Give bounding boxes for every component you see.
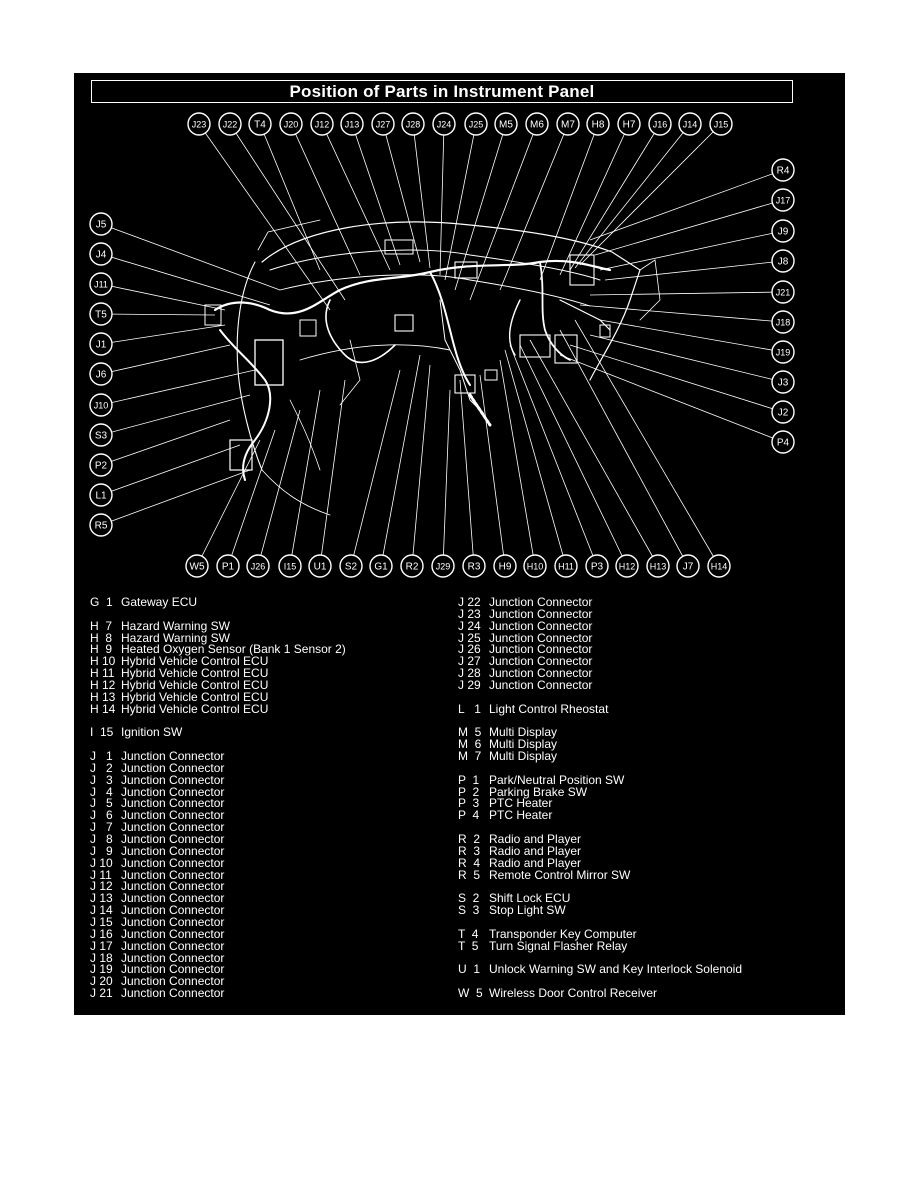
callout-j14 <box>679 113 701 135</box>
legend-name: Hybrid Vehicle Control ECU <box>121 689 269 704</box>
leader-line-l1 <box>101 445 240 495</box>
leader-line-j3 <box>590 335 783 382</box>
callout-text: R4 <box>776 165 790 177</box>
callout-j28 <box>402 113 424 135</box>
callout-text: J9 <box>777 226 789 238</box>
callout-h9 <box>494 555 516 577</box>
legend-code: J 28 <box>458 666 481 681</box>
callout-text: S2 <box>344 561 358 573</box>
legend-code: P 4 <box>458 808 480 823</box>
callout-s2 <box>340 555 362 577</box>
callout-i15 <box>279 555 301 577</box>
leader-line-j13 <box>352 124 400 265</box>
legend-name: Junction Connector <box>121 938 225 953</box>
legend-name: Junction Connector <box>121 796 225 811</box>
legend-code: J 25 <box>458 630 481 645</box>
callout-text: P1 <box>221 561 235 573</box>
legend-code: J 18 <box>90 950 113 965</box>
legend-code: J 8 <box>90 832 113 846</box>
legend-code: H 7 <box>90 618 113 633</box>
leader-line-h10 <box>500 360 535 566</box>
legend-code: J 24 <box>458 618 481 633</box>
leader-line-h8 <box>540 124 598 280</box>
callout-text: J10 <box>93 400 109 411</box>
leader-line-w5 <box>197 440 260 566</box>
callout-r5 <box>90 514 112 536</box>
legend-code: J 5 <box>90 796 113 811</box>
leader-line-j18 <box>580 305 783 322</box>
callout-text: U1 <box>313 561 327 573</box>
callout-text: H11 <box>558 561 574 572</box>
legend-name: Multi Display <box>489 749 558 764</box>
callout-j5 <box>90 213 112 235</box>
legend-code: T 4 <box>458 926 479 941</box>
callout-text: J1 <box>95 339 107 351</box>
callout-text: J25 <box>468 119 484 130</box>
callout-j13 <box>341 113 363 135</box>
leader-line-j22 <box>230 124 345 300</box>
legend-name: Remote Control Mirror SW <box>489 867 631 882</box>
callout-h10 <box>524 555 546 577</box>
leader-line-p3 <box>510 345 597 566</box>
callout-j20 <box>280 113 302 135</box>
leader-line-r4 <box>590 170 783 240</box>
legend-code: R 3 <box>458 843 481 858</box>
callout-j11 <box>90 273 112 295</box>
legend-name: Turn Signal Flasher Relay <box>489 938 628 953</box>
callout-j16 <box>649 113 671 135</box>
callout-text: P2 <box>94 460 108 472</box>
legend-name: Hazard Warning SW <box>121 618 230 633</box>
callout-text: M7 <box>561 119 575 131</box>
callout-text: H13 <box>649 561 667 572</box>
callout-text: J21 <box>775 287 791 298</box>
leader-line-j24 <box>440 124 444 275</box>
legend-code: J 6 <box>90 808 113 823</box>
callout-text: S3 <box>94 430 108 442</box>
callout-m7 <box>557 113 579 135</box>
callout-p4 <box>772 431 794 453</box>
legend-code: P 2 <box>458 784 480 799</box>
callout-text: J23 <box>191 119 207 130</box>
legend-name: Junction Connector <box>121 749 225 764</box>
callout-j22 <box>219 113 241 135</box>
callout-t4 <box>249 113 271 135</box>
callout-m5 <box>495 113 517 135</box>
callout-text: R2 <box>405 561 419 573</box>
leader-line-h13 <box>530 340 658 566</box>
legend-code: J 16 <box>90 926 113 941</box>
callout-text: R3 <box>467 561 481 573</box>
callout-text: J2 <box>777 407 789 419</box>
leader-line-j25 <box>445 124 476 280</box>
leader-line-h14 <box>575 320 719 566</box>
callout-text: J3 <box>777 377 789 389</box>
legend-code: H 12 <box>90 677 116 692</box>
leader-line-j11 <box>101 284 225 310</box>
legend-name: Junction Connector <box>121 760 225 775</box>
callout-text: J12 <box>314 119 330 130</box>
leader-line-t4 <box>260 124 320 270</box>
legend-code: H 10 <box>90 654 116 669</box>
callout-text: J22 <box>222 119 238 130</box>
callout-text: H14 <box>710 561 728 572</box>
leader-line-h12 <box>520 345 627 566</box>
legend-code: W 5 <box>458 986 483 1001</box>
legend-code: J 1 <box>90 749 113 764</box>
legend-name: PTC Heater <box>489 796 553 811</box>
legend-code: S 3 <box>458 903 480 918</box>
leader-line-s3 <box>101 395 250 435</box>
legend-code: R 5 <box>458 867 481 882</box>
leader-line-j6 <box>101 345 230 374</box>
leader-line-j27 <box>383 124 420 262</box>
callout-text: J16 <box>652 119 668 130</box>
leader-line-t5 <box>101 314 215 315</box>
legend-name: Shift Lock ECU <box>489 891 571 906</box>
legend-name: Junction Connector <box>121 843 225 858</box>
legend-code: J 17 <box>90 938 113 953</box>
callout-text: J15 <box>713 119 729 130</box>
callout-j15 <box>710 113 732 135</box>
callout-h12 <box>616 555 638 577</box>
legend-code: J 4 <box>90 784 113 799</box>
legend-code: R 2 <box>458 832 481 846</box>
legend-code: M 6 <box>458 737 482 752</box>
legend-name: Junction Connector <box>121 832 225 846</box>
callout-text: P3 <box>590 561 604 573</box>
legend-name: Hybrid Vehicle Control ECU <box>121 654 269 669</box>
callout-j17 <box>772 189 794 211</box>
callout-l1 <box>90 484 112 506</box>
legend-name: Junction Connector <box>121 891 225 906</box>
legend-name: Stop Light SW <box>489 903 566 918</box>
callout-j10 <box>90 394 112 416</box>
legend-code: J 11 <box>90 867 112 882</box>
callout-j18 <box>772 311 794 333</box>
leader-line-j4 <box>101 254 270 305</box>
legend-name: Hazard Warning SW <box>121 630 230 645</box>
callout-j29 <box>432 555 454 577</box>
legend-code: P 1 <box>458 772 480 787</box>
callout-j4 <box>90 243 112 265</box>
legend-code: J 22 <box>458 595 481 609</box>
legend-name: Transponder Key Computer <box>489 926 637 941</box>
callout-j26 <box>247 555 269 577</box>
legend-name: Junction Connector <box>489 595 593 609</box>
callout-text: J26 <box>250 561 266 572</box>
callout-j21 <box>772 281 794 303</box>
callout-w5 <box>186 555 208 577</box>
leader-line-i15 <box>290 390 320 566</box>
legend-code: P 3 <box>458 796 480 811</box>
leader-line-j15 <box>580 124 721 265</box>
legend-name: Junction Connector <box>121 914 225 929</box>
legend-code: J 15 <box>90 914 113 929</box>
callout-j6 <box>90 363 112 385</box>
callout-j2 <box>772 401 794 423</box>
callout-j19 <box>772 341 794 363</box>
legend-code: I 15 <box>90 725 114 740</box>
legend-code: J 13 <box>90 891 113 906</box>
legend-name: Junction Connector <box>489 666 593 681</box>
legend-code: J 23 <box>458 606 481 621</box>
callout-j3 <box>772 371 794 393</box>
callout-text: G1 <box>374 561 388 573</box>
legend-name: Unlock Warning SW and Key Interlock Solenoid <box>489 962 743 977</box>
leader-lines <box>101 124 783 566</box>
callout-text: J8 <box>777 256 789 268</box>
callout-g1 <box>370 555 392 577</box>
callout-r3 <box>463 555 485 577</box>
legend-name: Multi Display <box>489 725 558 740</box>
legend-code: U 1 <box>458 962 481 977</box>
legend-code: G 1 <box>90 595 113 609</box>
callout-text: J27 <box>375 119 391 130</box>
callout-text: H9 <box>498 561 512 573</box>
callout-text: M6 <box>530 119 544 131</box>
leader-line-j2 <box>570 345 783 412</box>
leader-line-j14 <box>575 124 690 268</box>
callout-text: J20 <box>283 119 299 130</box>
callout-text: H12 <box>618 561 636 572</box>
legend-name: PTC Heater <box>489 808 553 823</box>
legend-name: Junction Connector <box>121 974 225 989</box>
callout-u1 <box>309 555 331 577</box>
legend-name: Junction Connector <box>489 606 593 621</box>
callout-j7 <box>677 555 699 577</box>
callout-text: J4 <box>95 249 107 261</box>
callout-h8 <box>587 113 609 135</box>
callout-h13 <box>647 555 669 577</box>
leader-line-j12 <box>322 124 390 270</box>
callout-r2 <box>401 555 423 577</box>
callout-labels <box>90 113 794 577</box>
legend-name: Junction Connector <box>489 677 593 692</box>
legend-code: S 2 <box>458 891 480 906</box>
callout-h14 <box>708 555 730 577</box>
legend-name: Radio and Player <box>489 855 582 870</box>
leader-line-j21 <box>590 292 783 295</box>
legend-code: J 9 <box>90 843 113 858</box>
legend-code: M 5 <box>458 725 482 740</box>
legend-name: Junction Connector <box>121 926 225 941</box>
legend-name: Junction Connector <box>121 808 225 823</box>
callout-text: J13 <box>344 119 360 130</box>
legend-name: Junction Connector <box>121 986 225 1001</box>
leader-line-g1 <box>381 355 420 566</box>
legend-name: Heated Oxygen Sensor (Bank 1 Sensor 2) <box>121 642 346 657</box>
leader-line-m6 <box>470 124 537 300</box>
legend-name: Parking Brake SW <box>489 784 588 799</box>
callout-t5 <box>90 303 112 325</box>
legend-name: Junction Connector <box>121 903 225 918</box>
legend-code: R 4 <box>458 855 481 870</box>
legend-name: Junction Connector <box>121 855 225 870</box>
callout-j25 <box>465 113 487 135</box>
callout-text: H7 <box>622 119 636 131</box>
legend-code: L 1 <box>458 701 481 716</box>
legend-name: Junction Connector <box>489 654 593 669</box>
legend-name: Hybrid Vehicle Control ECU <box>121 701 269 716</box>
legend-name: Junction Connector <box>121 879 225 894</box>
legend-code: J 7 <box>90 820 113 835</box>
leader-line-r2 <box>412 365 430 566</box>
legend-name: Junction Connector <box>121 962 225 977</box>
legend-name: Junction Connector <box>121 867 225 882</box>
legend-code: J 20 <box>90 974 113 989</box>
legend-code: H 11 <box>90 666 115 681</box>
legend-code: H 9 <box>90 642 113 657</box>
leader-line-s2 <box>351 370 400 566</box>
callout-text: W5 <box>189 561 205 573</box>
legend-code: J 10 <box>90 855 113 870</box>
legend-name: Light Control Rheostat <box>489 701 609 716</box>
legend-name: Junction Connector <box>489 618 593 633</box>
callout-text: J24 <box>436 119 452 130</box>
leader-line-p4 <box>560 355 783 442</box>
callout-text: M5 <box>499 119 513 131</box>
legend-name: Hybrid Vehicle Control ECU <box>121 666 269 681</box>
leader-line-j29 <box>443 390 450 566</box>
leader-line-h11 <box>505 350 566 566</box>
leader-line-j20 <box>291 124 360 275</box>
legend-code: M 7 <box>458 749 482 764</box>
callout-p3 <box>586 555 608 577</box>
leader-line-j23 <box>199 124 330 310</box>
legend-code: H 8 <box>90 630 113 645</box>
leader-line-u1 <box>320 380 345 566</box>
callout-text: J6 <box>95 369 107 381</box>
leader-line-j19 <box>600 320 783 352</box>
legend-code: J 3 <box>90 772 113 787</box>
callout-j12 <box>311 113 333 135</box>
callout-text: J29 <box>435 561 451 572</box>
callout-j23 <box>188 113 210 135</box>
legend-name: Junction Connector <box>489 630 593 645</box>
callout-text: R5 <box>94 520 108 532</box>
callout-r4 <box>772 159 794 181</box>
legend-name: Junction Connector <box>121 772 225 787</box>
leader-line-j16 <box>570 124 660 270</box>
legend-name: Radio and Player <box>489 843 582 858</box>
callout-j9 <box>772 220 794 242</box>
callout-j27 <box>372 113 394 135</box>
legend-name: Multi Display <box>489 737 558 752</box>
legend-code: H 13 <box>90 689 116 704</box>
leader-line-r3 <box>460 380 474 566</box>
legend-name: Gateway ECU <box>121 595 198 609</box>
callout-text: I15 <box>283 561 297 572</box>
callout-m6 <box>526 113 548 135</box>
callout-h7 <box>618 113 640 135</box>
legend-code: J 2 <box>90 760 113 775</box>
callout-j8 <box>772 250 794 272</box>
leader-line-j7 <box>560 330 688 566</box>
leader-line-h9 <box>480 375 505 566</box>
callout-text: J5 <box>95 219 107 231</box>
legend-code: J 21 <box>90 986 113 1001</box>
callout-p1 <box>217 555 239 577</box>
callout-text: H8 <box>591 119 605 131</box>
callout-text: T5 <box>95 309 107 321</box>
legend-code: J 12 <box>90 879 113 894</box>
leader-line-j1 <box>101 325 225 344</box>
legend-code: H 14 <box>90 701 116 716</box>
legend-name: Junction Connector <box>489 642 593 657</box>
callout-text: J18 <box>775 317 791 328</box>
callout-p2 <box>90 454 112 476</box>
legend-code: J 19 <box>90 962 113 977</box>
legend-name: Junction Connector <box>121 784 225 799</box>
legend-code: J 14 <box>90 903 113 918</box>
callout-j24 <box>433 113 455 135</box>
callout-s3 <box>90 424 112 446</box>
leader-line-r5 <box>101 470 250 525</box>
legend-name: Hybrid Vehicle Control ECU <box>121 677 269 692</box>
legend-name: Park/Neutral Position SW <box>489 772 625 787</box>
leader-line-j8 <box>605 261 783 280</box>
legend-name: Wireless Door Control Receiver <box>489 986 658 1001</box>
legend-name: Junction Connector <box>121 820 225 835</box>
callout-text: J7 <box>682 561 694 573</box>
callout-text: J11 <box>94 279 108 290</box>
legend-name: Radio and Player <box>489 832 582 846</box>
callout-text: J14 <box>682 119 698 130</box>
callout-h11 <box>555 555 577 577</box>
leader-line-j5 <box>101 224 280 290</box>
legend-name: Junction Connector <box>121 950 225 965</box>
legend-name: Ignition SW <box>121 725 183 740</box>
callout-text: L1 <box>95 490 107 502</box>
callout-text: J17 <box>775 195 791 206</box>
callout-text: J19 <box>775 347 791 358</box>
legend-code: J 26 <box>458 642 481 657</box>
leader-line-p2 <box>101 420 230 465</box>
callout-text: P4 <box>776 437 790 449</box>
callout-text: H10 <box>526 561 544 572</box>
legend-code: J 27 <box>458 654 481 669</box>
callout-text: T4 <box>254 119 266 131</box>
callout-text: J28 <box>405 119 421 130</box>
legend-code: T 5 <box>458 938 479 953</box>
page-title: Position of Parts in Instrument Panel <box>289 81 595 101</box>
callout-j1 <box>90 333 112 355</box>
legend-code: J 29 <box>458 677 481 692</box>
